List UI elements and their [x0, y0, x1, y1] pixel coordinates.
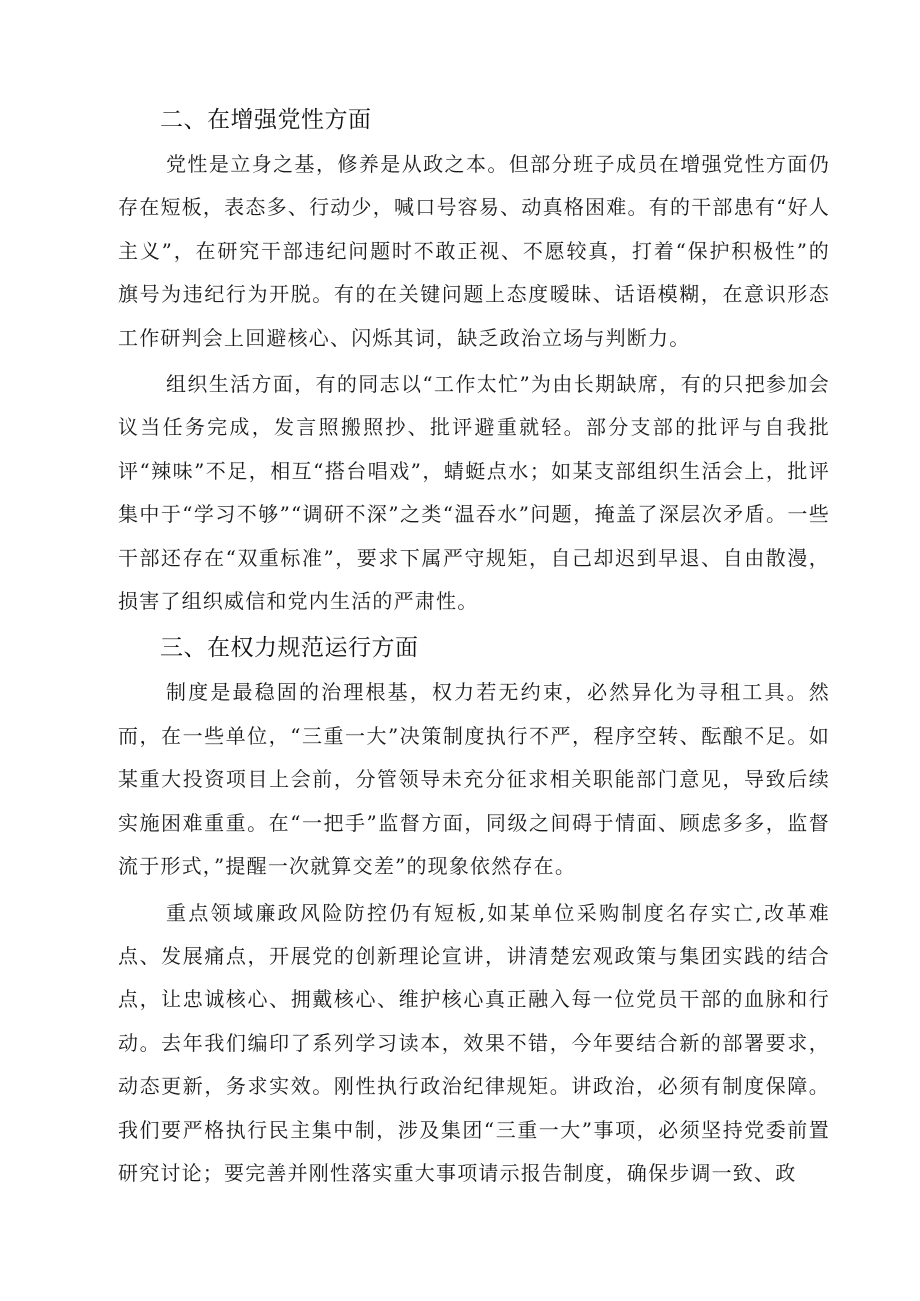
paragraph-organizational-life: 组织生活方面，有的同志以“工作太忙”为由长期缺席，有的只把参加会议当任务完成，发言照搬照抄、批评避重就轻。部分支部的批评与自我批评“辣味”不足，相互“搭台唱戏”，蜻蜓点水；如某支部组织生活会上，批评集中于“学习不够”“调研不深”之类“温吞水”问题，掩盖了深层次矛盾。一些干部还存在“双重标准”，要求下属严守规矩，自己却迟到早退、自由散漫，损害了组织威信和党内生活的严肃性。 [118, 372, 830, 614]
section-heading-party-spirit: 二、在增强党性方面 [160, 107, 372, 133]
document-body [118, 98, 830, 1195]
section-heading-power-regulation: 三、在权力规范运行方面 [160, 635, 419, 662]
paragraph-integrity-risk: 重点领域廉政风险防控仍有短板,如某单位采购制度名存实亡,改革难点、发展痛点，开展党的创新理论宣讲，讲清楚宏观政策与集团实践的结合点，让忠诚核心、拥戴核心、维护核心真正融入每一位党员干部的血脉和行动。去年我们编印了系列学习读本，效果不错，今年要结合新的部署要求，动态更新，务求实效。刚性执行政治纪律规矩。讲政治，必须有制度保障。我们要严格执行民主集中制，涉及集团“三重一大”事项，必须坚持党委前置研究讨论；要完善并刚性落实重大事项请示报告制度，确保步调一致、政 [118, 900, 830, 1185]
paragraph-party-spirit: 党性是立身之基，修养是从政之本。但部分班子成员在增强党性方面仍存在短板，表态多、行动少，喊口号容易、动真格困难。有的干部患有“好人主义”，在研究干部违纪问题时不敢正视、不愿较真，打着“保护积极性”的旗号为违纪行为开脱。有的在关键问题上态度暧昧、话语模糊，在意识形态工作研判会上回避核心、闪烁其词，缺乏政治立场与判断力。 [118, 152, 830, 350]
paragraph-power-regulation: 制度是最稳固的治理根基，权力若无约束，必然异化为寻租工具。然而，在一些单位，“三重一大”决策制度执行不严，程序空转、酝酿不足。如某重大投资项目上会前，分管领导未充分征求相关职能部门意见，导致后续实施困难重重。在“一把手”监督方面，同级之间碍于情面、顾虑多多，监督流于形式，”提醒一次就算交差”的现象依然存在。 [118, 680, 830, 879]
